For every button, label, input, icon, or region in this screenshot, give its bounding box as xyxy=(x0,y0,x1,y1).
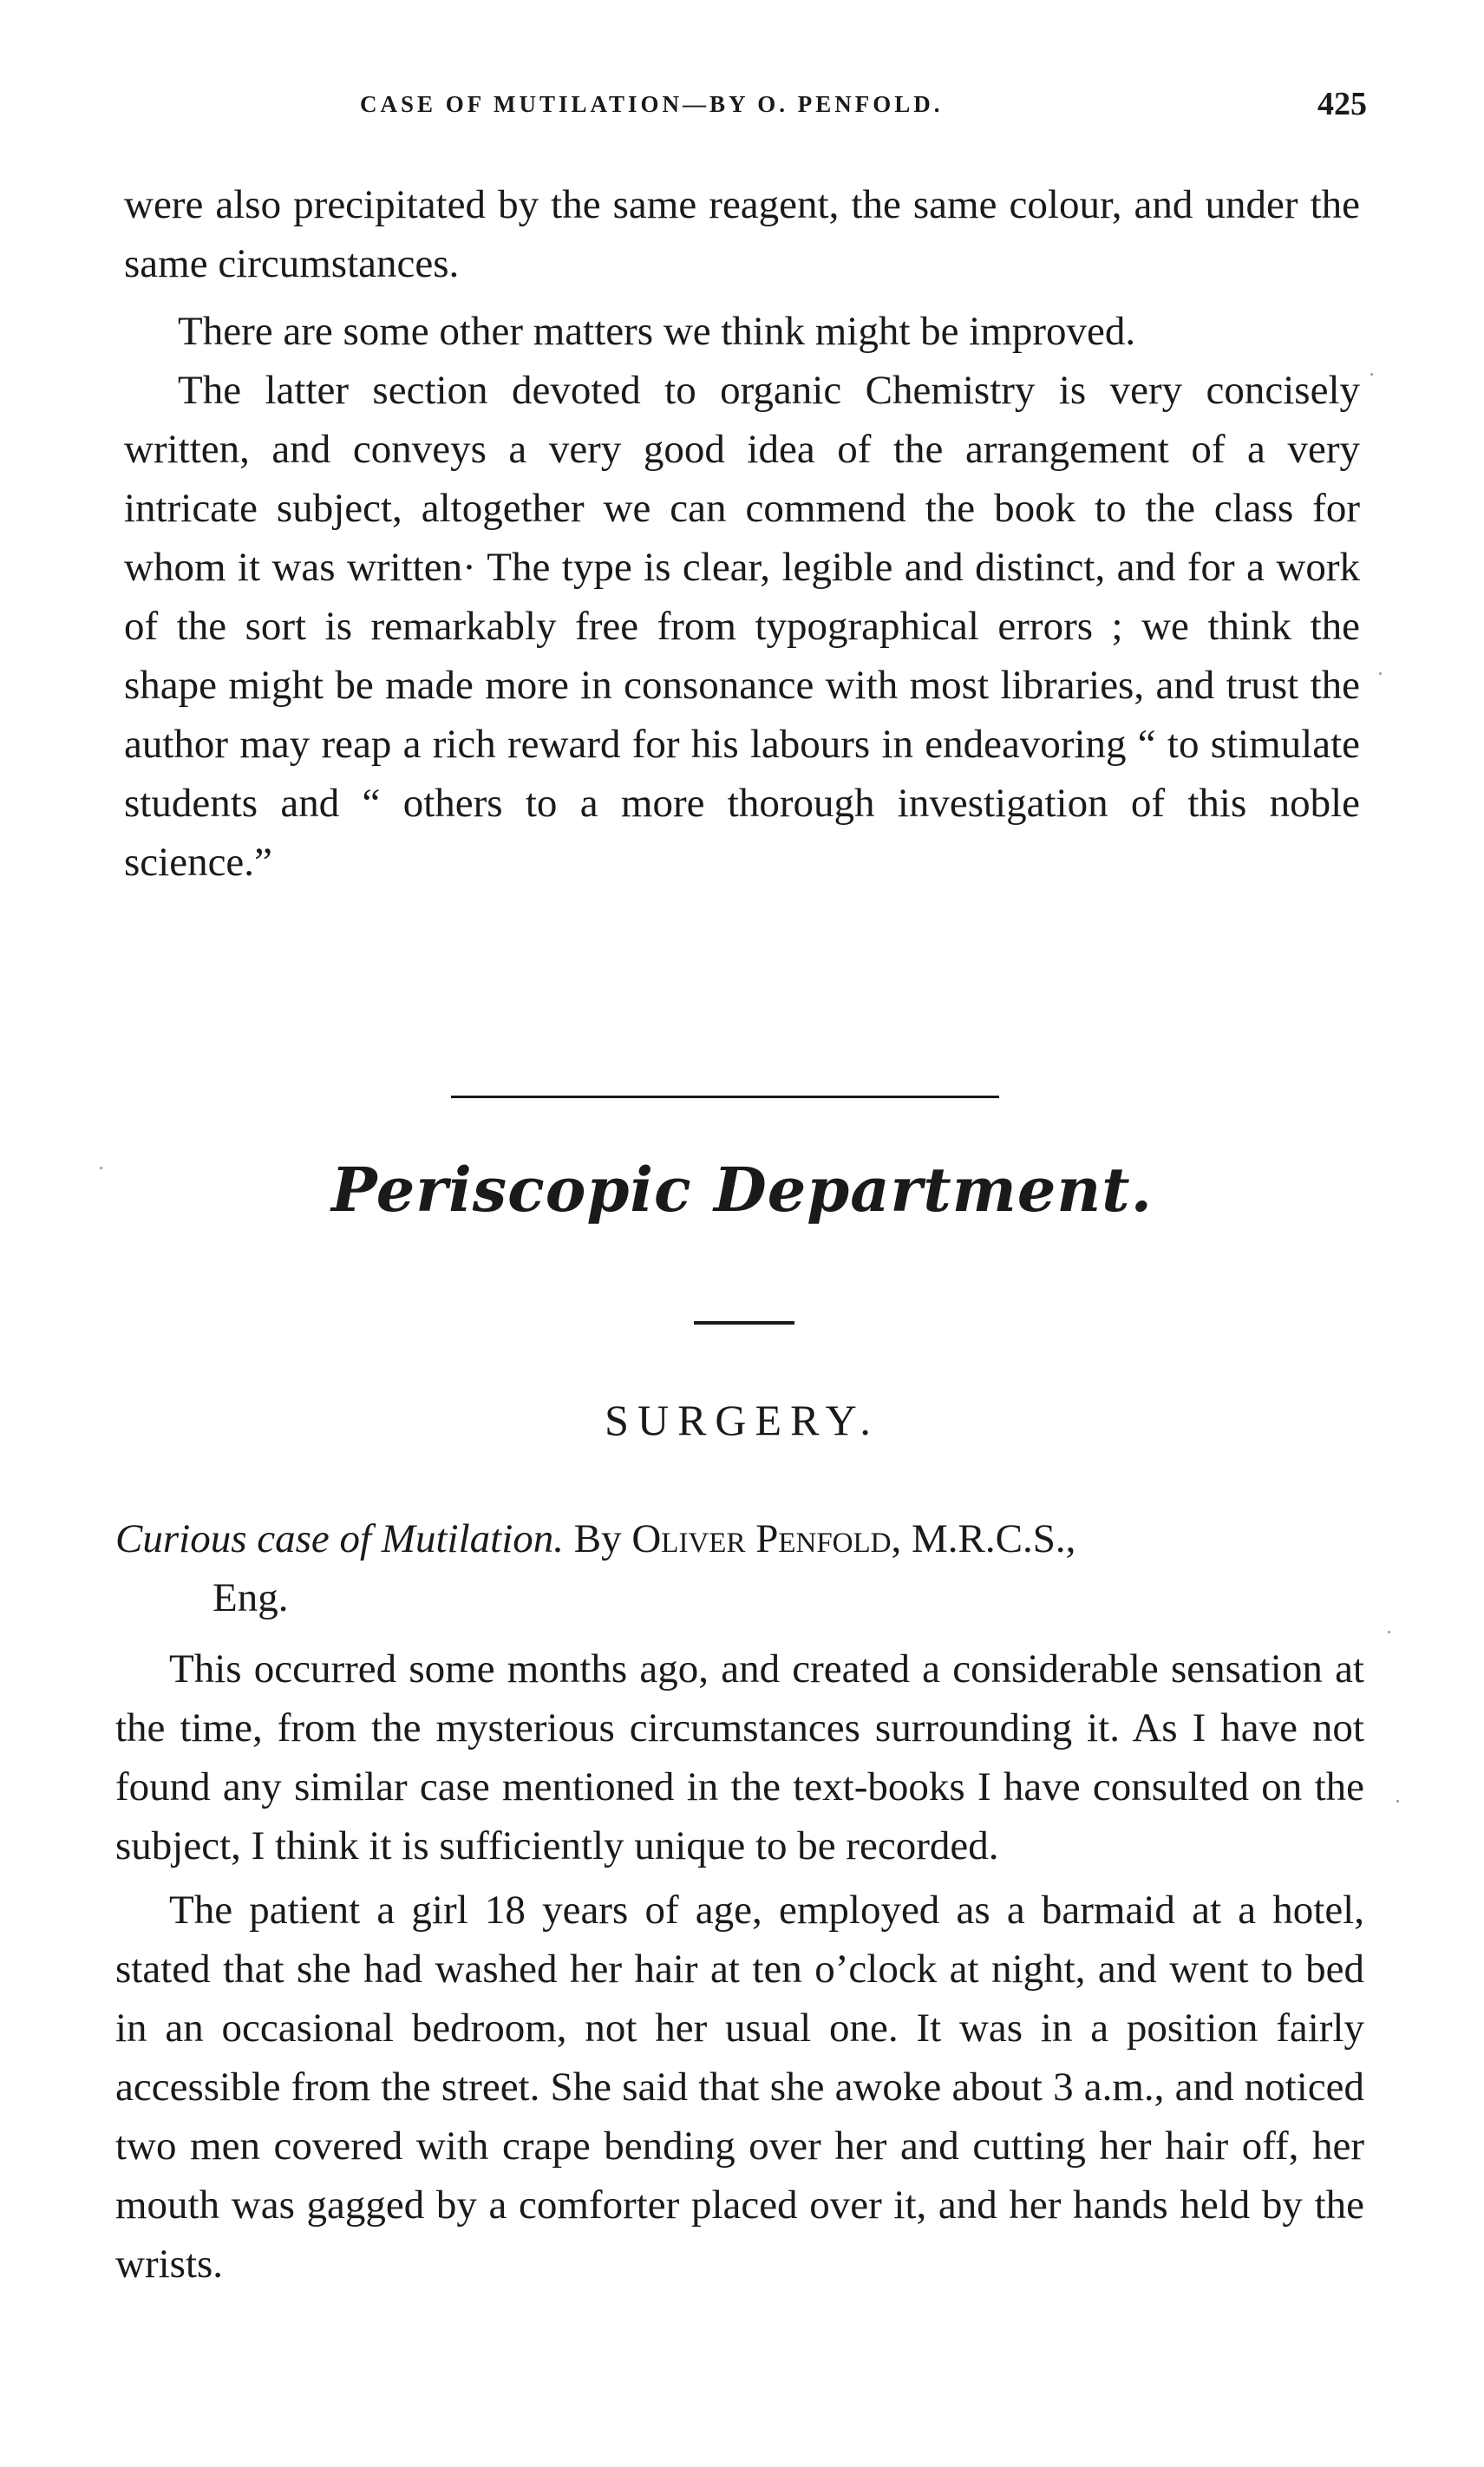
section-divider xyxy=(451,1096,999,1098)
article-byline xyxy=(115,1509,1364,1568)
byline-by: By xyxy=(573,1516,622,1561)
print-speck xyxy=(100,1167,102,1169)
page-number: 425 xyxy=(1317,86,1367,122)
article-text-block xyxy=(115,1509,1364,2294)
author-place: Eng. xyxy=(212,1575,289,1620)
section-heading: SURGERY. xyxy=(605,1396,879,1444)
paragraph: The patient a girl 18 years of age, employed as a barmaid at a hotel, stated that she had washed her hair at ten o’clock at night, and went to bed in an occasional bedroom, not her usual one. It was in a position fairly accessible from the street. She said that she awoke about 3 a.m., and noticed two men covered with crape bending over her and cutting her hair off, her mouth was gagged by a comforter placed over it, and her hands held by the wrists. xyxy=(115,1888,1364,2287)
print-speck xyxy=(1388,1631,1390,1633)
article-title: Curious case of Mutilation. xyxy=(115,1516,564,1561)
paragraph: This occurred some months ago, and created a considerable sensation at the time, from the mysterious circumstances surrounding it. As I have not found any similar case mentioned in the text-books I have consulted on the subject, I think it is sufficiently unique to be recorded. xyxy=(115,1646,1364,1868)
paragraph-continuation: were also precipitated by the same reagent, the same colour, and under the same circumstances. xyxy=(124,182,1360,286)
print-speck xyxy=(1370,373,1373,376)
print-speck xyxy=(1396,1800,1399,1803)
running-header-title: CASE OF MUTILATION—BY O. PENFOLD. xyxy=(360,91,944,117)
department-heading: Periscopic Department. xyxy=(331,1154,1153,1226)
author-degree: M.R.C.S., xyxy=(912,1516,1076,1561)
paragraph: There are some other matters we think might be improved. xyxy=(178,309,1136,354)
short-divider xyxy=(694,1321,794,1325)
review-text-block xyxy=(124,175,1360,892)
paragraph: The latter section devoted to organic Chemistry is very concisely written, and conveys a very good idea of the arrangement of a very intricate subject, altogether we can commend the book to the class for whom it was written· The type is clear, legible and distinct, and for a work of the sort is remarkably free from typographical errors ; we think the shape might be made more in consonance with most libraries, and trust the author may reap a rich reward for his labours in endeavoring “ to stimulate students and “ others to a more thorough investigation of this noble science.” xyxy=(124,368,1360,885)
print-speck xyxy=(1379,672,1382,675)
author-name: Oliver Penfold, xyxy=(631,1516,902,1561)
